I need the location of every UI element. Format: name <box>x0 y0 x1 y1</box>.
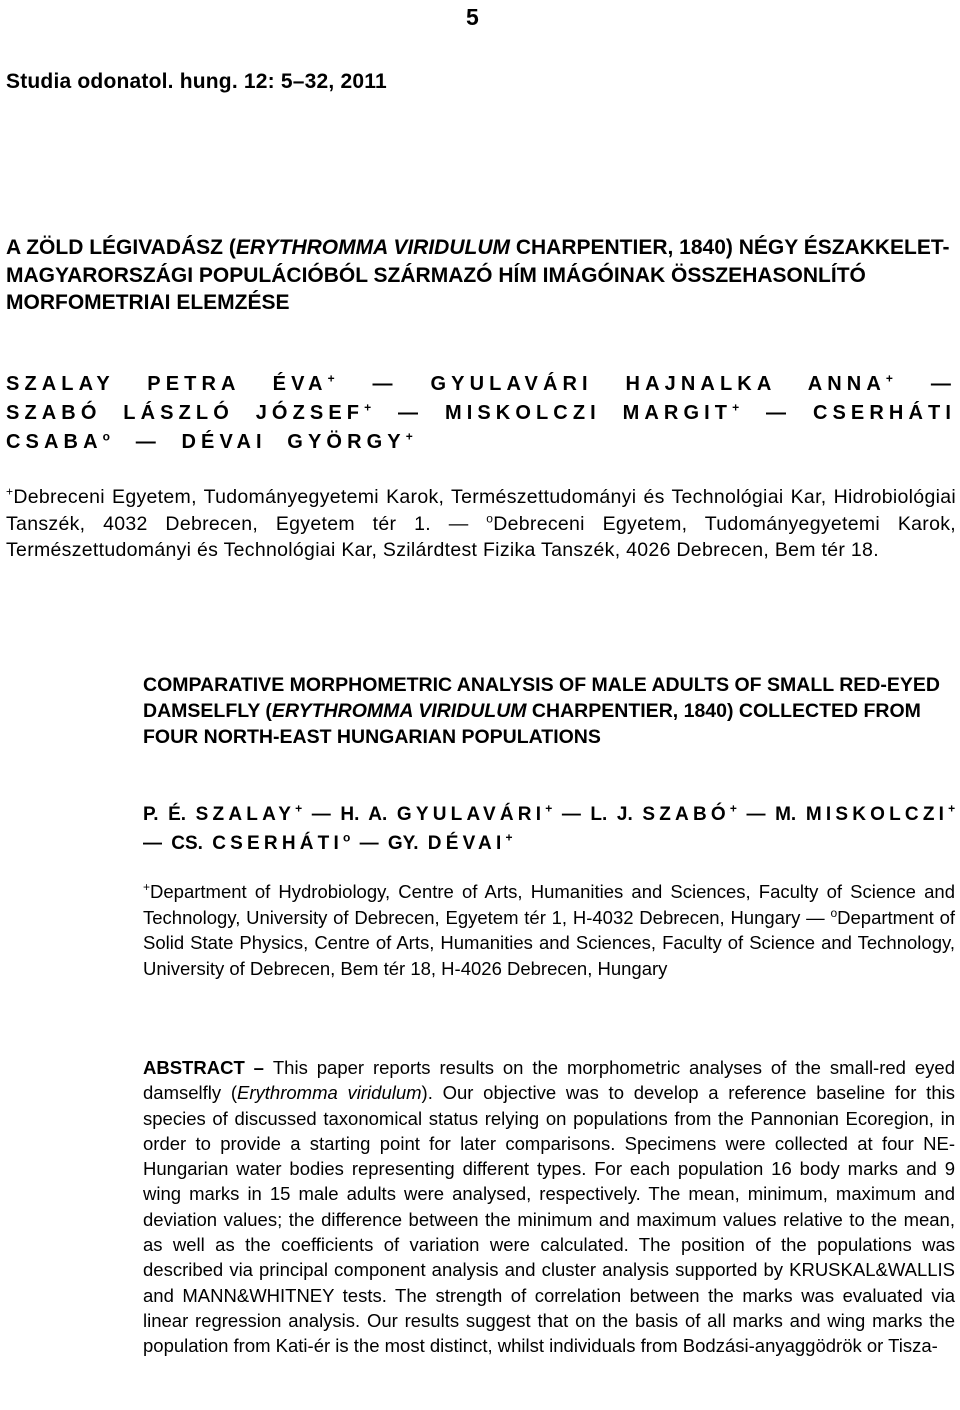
abstract-heading: ABSTRACT <box>143 1057 245 1078</box>
english-affiliation-1: Department of Hydrobiology, Centre of Arts, Humanities and Sciences, Faculty of Science and Technology, University of Debrecen, Egyetem tér 1, H-4032 Debrecen, Hungary <box>143 881 955 928</box>
abstract-species: Erythromma viridulum <box>237 1082 422 1104</box>
affiliation-mark: o <box>342 830 351 845</box>
affiliation-mark: + <box>405 429 418 444</box>
english-affiliations <box>143 879 955 981</box>
author-separator: — <box>746 804 766 825</box>
author-separator: — <box>143 833 162 854</box>
page-number: 5 <box>466 4 479 30</box>
affiliation-mark: + <box>885 371 899 386</box>
author-separator: — <box>930 373 956 395</box>
affiliation-mark: + <box>545 801 553 816</box>
hungarian-affiliations <box>6 484 956 564</box>
abstract-text-part2: ). Our objective was to develop a reference baseline for this species of discussed taxonomical status relying on populations from the Pannonian Ecoregion, in order to provide a starting point for later comparisons. Specimens were collected at four NE-Hungarian water bodies representing different types. For each population 16 body marks and 9 wing marks in 15 male adults were analysed, respectively. The mean, minimum, maximum and deviation values; the difference between the minimum and maximum values relative to the mean, as well as the coefficients of variation were calculated. The position of the populations was described via principal component analysis and cluster analysis supported by KRUSKAL&WALLIS and MANN&WHITNEY tests. The strength of correlation between the marks was evaluated via linear regression analysis. Our results suggest that on the basis of all marks and wing marks the population from Kati-ér is the most distinct, whilst individuals from Bodzási-anyaggödrök or Tisza- <box>143 1082 955 1357</box>
hungarian-author-list <box>6 370 956 457</box>
author-name: MISKOLCZI MARGIT <box>444 402 733 424</box>
author-surname: SZALAY <box>195 804 296 825</box>
author-surname: MISKOLCZI <box>805 804 949 825</box>
author-name: GYULAVÁRI HAJNALKA ANNA <box>430 373 886 395</box>
english-title-part2: CHARPENTIER, 1840) COLLECTED FROM FOUR NORTH-EAST HUNGARIAN POPULATIONS <box>143 700 921 748</box>
author-name: SZABÓ LÁSZLÓ JÓZSEF <box>6 402 365 424</box>
affiliation-mark: o <box>102 429 116 444</box>
author-separator: — <box>359 833 379 854</box>
author-initials: CS. <box>171 833 203 854</box>
abstract <box>143 1055 955 1359</box>
affiliation-separator: — <box>800 906 831 928</box>
author-initials: L. J. <box>590 804 633 825</box>
author-surname: DÉVAI <box>427 833 506 854</box>
author-surname: GYULAVÁRI <box>396 804 546 825</box>
author-name: DÉVAI GYÖRGY <box>181 431 406 453</box>
hungarian-title-part2: CHARPENTIER, 1840) NÉGY ÉSZAKKELET-MAGYARORSZÁGI POPULÁCIÓBÓL SZÁRMAZÓ HÍM IMÁGÓINAK ÖSSZEHASONLÍTÓ MORFOMETRIAI ELEMZÉSE <box>6 236 950 314</box>
affiliation-mark: + <box>732 400 745 415</box>
affiliation-mark: + <box>948 801 956 816</box>
author-initials: M. <box>775 804 797 825</box>
author-name: SZALAY PETRA ÉVA <box>6 373 328 395</box>
author-surname: CSERHÁTI <box>212 833 343 854</box>
author-separator: — <box>311 804 331 825</box>
hungarian-title <box>6 234 956 317</box>
hungarian-affiliation-2: Debreceni Egyetem, Tudományegyetemi Karok, Természettudományi és Technológiai Kar, Szilárdtest Fizika Tanszék, 4026 Debrecen, Bem tér 18. <box>6 512 956 561</box>
english-title <box>143 672 955 750</box>
author-separator: — <box>135 431 161 453</box>
english-title-part1: COMPARATIVE MORPHOMETRIC ANALYSIS OF MALE ADULTS OF SMALL RED-EYED DAMSELFLY ( <box>143 674 940 722</box>
journal-citation: Studia odonatol. hung. 12: 5–32, 2011 <box>6 70 387 93</box>
author-surname: SZABÓ <box>642 804 730 825</box>
affiliation-mark: + <box>295 801 303 816</box>
english-affiliation-2: Department of Solid State Physics, Centre of Arts, Humanities and Sciences, Faculty of Science and Technology, University of Debrecen, Bem tér 18, H-4026 Debrecen, Hungary <box>143 906 956 979</box>
affiliation-mark: o <box>830 905 838 920</box>
hungarian-title-species: ERYTHROMMA VIRIDULUM <box>235 236 510 259</box>
affiliation-mark: + <box>6 484 14 499</box>
author-separator: — <box>766 402 792 424</box>
affiliation-mark: o <box>486 511 494 525</box>
author-separator: — <box>398 402 424 424</box>
affiliation-mark: + <box>143 879 151 894</box>
affiliation-mark: + <box>364 400 377 415</box>
author-separator: — <box>372 373 398 395</box>
author-separator: — <box>561 804 581 825</box>
author-initials: P. É. <box>143 804 187 825</box>
author-name: CSERHÁTI CSABA <box>6 402 956 453</box>
author-initials: H. A. <box>340 804 388 825</box>
english-title-species: ERYTHROMMA VIRIDULUM <box>271 700 527 722</box>
affiliation-separator: — <box>430 512 487 535</box>
abstract-text-part1: This paper reports results on the morphometric analyses of the small-red eyed damselfly ( <box>143 1057 955 1104</box>
hungarian-affiliation-1: Debreceni Egyetem, Tudományegyetemi Karok, Természettudományi és Technológiai Kar, Hidrobiológiai Tanszék, 4032 Debrecen, Egyetem tér 1. <box>6 486 956 535</box>
abstract-dash: – <box>244 1057 273 1078</box>
affiliation-mark: + <box>327 371 340 386</box>
english-author-list <box>143 800 955 858</box>
hungarian-title-part1: A ZÖLD LÉGIVADÁSZ ( <box>6 236 236 259</box>
affiliation-mark: + <box>505 830 513 845</box>
author-initials: GY. <box>387 833 419 854</box>
affiliation-mark: + <box>729 801 737 816</box>
